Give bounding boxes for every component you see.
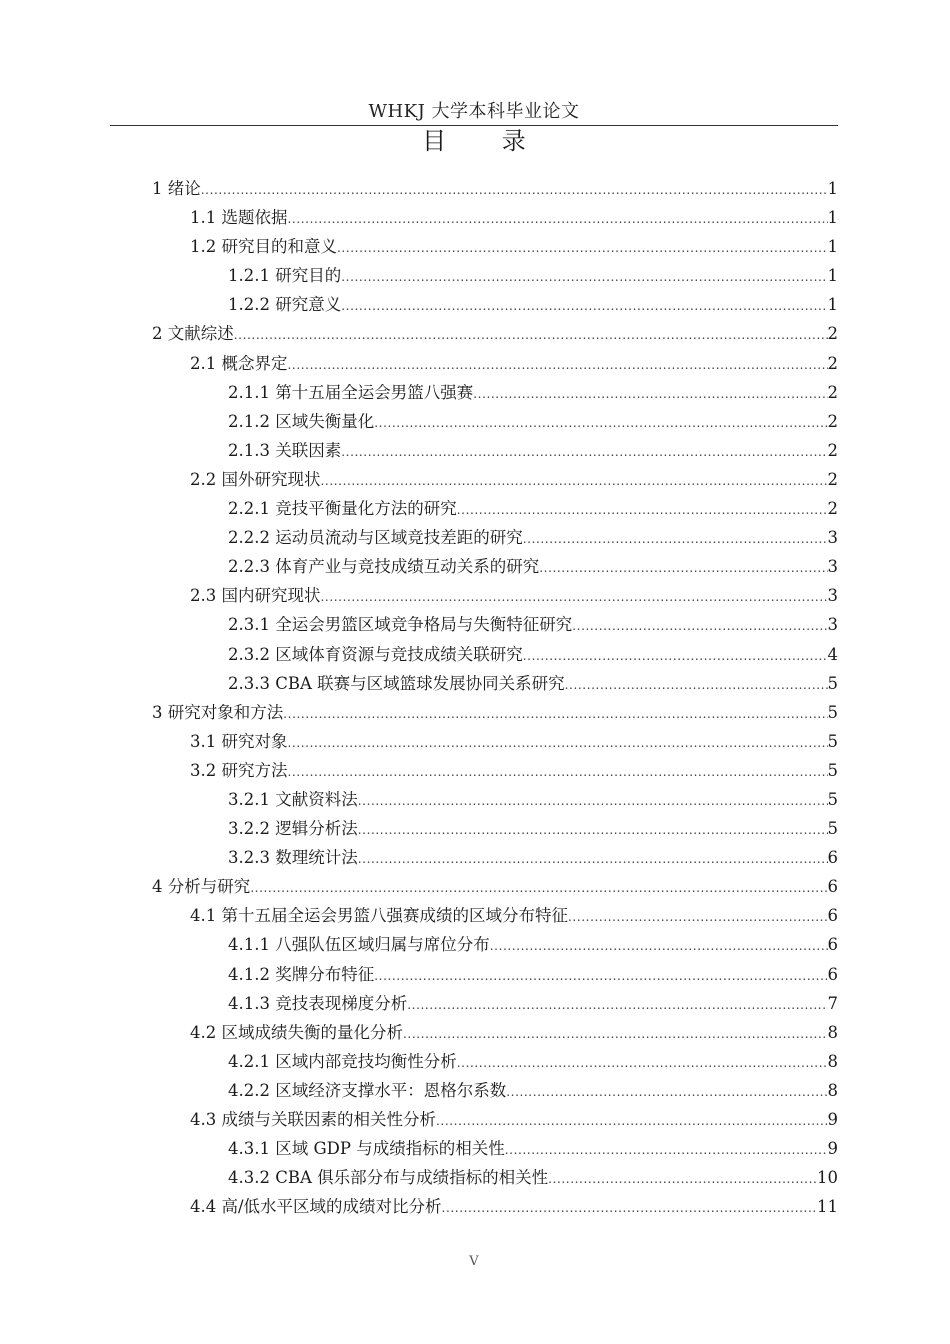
toc-entry[interactable] bbox=[152, 1105, 838, 1134]
toc-entry[interactable] bbox=[152, 1018, 838, 1047]
toc-entry-title: 3 研究对象和方法 bbox=[152, 702, 284, 722]
toc-entry-title: 3.2 研究方法 bbox=[190, 760, 288, 780]
toc-entry-page: 3 bbox=[827, 528, 838, 548]
toc-entry-page: 1 bbox=[827, 295, 838, 315]
toc-entry-title: 4.4 高/低水平区域的成绩对比分析 bbox=[190, 1197, 442, 1217]
toc-entry-page: 3 bbox=[827, 557, 838, 577]
toc-dot-leader bbox=[572, 610, 827, 639]
toc-entry-page: 6 bbox=[827, 964, 838, 984]
toc-dot-leader bbox=[407, 989, 827, 1018]
toc-entry[interactable] bbox=[152, 552, 838, 581]
toc-entry-page: 2 bbox=[827, 499, 838, 519]
table-of-contents bbox=[152, 174, 838, 1221]
toc-entry-title: 4.1.1 八强队伍区域归属与席位分布 bbox=[228, 935, 490, 955]
toc-entry[interactable] bbox=[152, 494, 838, 523]
toc-dot-leader bbox=[288, 203, 828, 232]
toc-entry-title: 2.3.1 全运会男篮区域竞争格局与失衡特征研究 bbox=[228, 615, 573, 635]
toc-dot-leader bbox=[457, 494, 828, 523]
toc-dot-leader bbox=[201, 174, 828, 203]
toc-dot-leader bbox=[358, 814, 828, 843]
toc-entry[interactable] bbox=[152, 669, 838, 698]
toc-entry-title: 2.2.3 体育产业与竞技成绩互动关系的研究 bbox=[228, 557, 540, 577]
toc-dot-leader bbox=[565, 669, 828, 698]
page-header: WHKJ 大学本科毕业论文 bbox=[368, 101, 580, 122]
toc-entry-page: 3 bbox=[827, 586, 838, 606]
toc-entry[interactable] bbox=[152, 1192, 838, 1221]
toc-entry[interactable] bbox=[152, 378, 838, 407]
toc-entry-page: 8 bbox=[827, 1080, 838, 1100]
toc-entry-page: 7 bbox=[827, 993, 838, 1013]
toc-entry[interactable] bbox=[152, 610, 838, 639]
toc-entry[interactable] bbox=[152, 407, 838, 436]
toc-entry-page: 2 bbox=[827, 382, 838, 402]
toc-title: 目 录 bbox=[422, 127, 550, 155]
toc-entry-title: 3.2.3 数理统计法 bbox=[228, 848, 358, 868]
toc-entry[interactable] bbox=[152, 581, 838, 610]
toc-entry[interactable] bbox=[152, 872, 838, 901]
toc-dot-leader bbox=[506, 1076, 827, 1105]
toc-entry-page: 1 bbox=[827, 179, 838, 198]
toc-entry-title: 2.2.2 运动员流动与区域竞技差距的研究 bbox=[228, 528, 523, 548]
toc-entry[interactable] bbox=[152, 174, 838, 203]
toc-entry-title: 1 绪论 bbox=[152, 179, 201, 198]
toc-entry-title: 4.3.2 CBA 俱乐部分布与成绩指标的相关性 bbox=[228, 1168, 549, 1188]
toc-dot-leader bbox=[505, 1134, 828, 1163]
toc-entry-title: 4.1 第十五届全运会男篮八强赛成绩的区域分布特征 bbox=[190, 906, 568, 926]
toc-entry-page: 4 bbox=[827, 644, 838, 664]
toc-entry-title: 2.3.2 区域体育资源与竞技成绩关联研究 bbox=[228, 644, 523, 664]
toc-entry-page: 2 bbox=[827, 411, 838, 431]
toc-dot-leader bbox=[321, 465, 828, 494]
toc-entry-title: 2.1.3 关联因素 bbox=[228, 440, 342, 460]
toc-dot-leader bbox=[288, 756, 828, 785]
toc-entry-page: 5 bbox=[827, 673, 838, 693]
toc-dot-leader bbox=[436, 1105, 828, 1134]
toc-entry-page: 8 bbox=[827, 1022, 838, 1042]
toc-entry-page: 6 bbox=[827, 848, 838, 868]
toc-entry[interactable] bbox=[152, 349, 838, 378]
toc-entry-page: 1 bbox=[827, 208, 838, 228]
toc-entry[interactable] bbox=[152, 1163, 838, 1192]
toc-entry-page: 5 bbox=[827, 760, 838, 780]
toc-dot-leader bbox=[548, 1163, 817, 1192]
toc-entry[interactable] bbox=[152, 698, 838, 727]
toc-dot-leader bbox=[341, 290, 827, 319]
toc-dot-leader bbox=[234, 319, 828, 348]
toc-entry-page: 9 bbox=[827, 1110, 838, 1129]
toc-entry-title: 2.1.2 区域失衡量化 bbox=[228, 411, 375, 431]
toc-entry[interactable] bbox=[152, 843, 838, 872]
toc-entry[interactable] bbox=[152, 1047, 838, 1076]
toc-entry-page: 5 bbox=[827, 702, 838, 722]
toc-entry-title: 1.2.1 研究目的 bbox=[228, 266, 342, 286]
toc-entry-page: 2 bbox=[827, 353, 838, 373]
toc-dot-leader bbox=[341, 261, 827, 290]
toc-entry-title: 3.1 研究对象 bbox=[190, 731, 288, 751]
toc-dot-leader bbox=[442, 1192, 817, 1221]
toc-dot-leader bbox=[374, 960, 827, 989]
toc-entry-title: 4.2.1 区域内部竞技均衡性分析 bbox=[228, 1051, 457, 1071]
toc-entry-page: 8 bbox=[827, 1051, 838, 1071]
toc-entry-title: 4.2.2 区域经济支撑水平：恩格尔系数 bbox=[228, 1080, 507, 1100]
toc-entry[interactable] bbox=[152, 814, 838, 843]
toc-entry[interactable] bbox=[152, 901, 838, 930]
toc-entry-title: 2.2 国外研究现状 bbox=[190, 469, 321, 489]
toc-entry[interactable] bbox=[152, 640, 838, 669]
toc-entry-title: 3.2.2 逻辑分析法 bbox=[228, 819, 358, 839]
toc-entry[interactable] bbox=[152, 1134, 838, 1163]
toc-entry-title: 1.2 研究目的和意义 bbox=[190, 237, 337, 257]
toc-entry-page: 10 bbox=[817, 1168, 838, 1188]
toc-entry-page: 6 bbox=[827, 877, 838, 897]
toc-dot-leader bbox=[250, 872, 827, 901]
toc-entry-title: 2.3 国内研究现状 bbox=[190, 586, 321, 606]
toc-entry-page: 5 bbox=[827, 731, 838, 751]
toc-entry[interactable] bbox=[152, 1076, 838, 1105]
toc-entry-title: 4.2 区域成绩失衡的量化分析 bbox=[190, 1022, 403, 1042]
toc-entry[interactable] bbox=[152, 290, 838, 319]
toc-entry-title: 1.1 选题依据 bbox=[190, 208, 288, 228]
toc-entry-title: 4.1.3 竞技表现梯度分析 bbox=[228, 993, 408, 1013]
toc-entry-page: 5 bbox=[827, 789, 838, 809]
toc-dot-leader bbox=[283, 698, 827, 727]
toc-dot-leader bbox=[358, 843, 828, 872]
toc-entry[interactable] bbox=[152, 989, 838, 1018]
toc-dot-leader bbox=[358, 785, 828, 814]
toc-dot-leader bbox=[457, 1047, 828, 1076]
toc-entry-page: 11 bbox=[817, 1197, 838, 1217]
toc-entry-page: 6 bbox=[827, 935, 838, 955]
toc-dot-leader bbox=[568, 901, 828, 930]
toc-entry[interactable] bbox=[152, 727, 838, 756]
toc-dot-leader bbox=[473, 378, 827, 407]
toc-entry[interactable] bbox=[152, 436, 838, 465]
toc-entry[interactable] bbox=[152, 319, 838, 348]
toc-entry-title: 2.3.3 CBA 联赛与区域篮球发展协同关系研究 bbox=[228, 673, 565, 693]
toc-dot-leader bbox=[403, 1018, 828, 1047]
toc-dot-leader bbox=[341, 436, 827, 465]
toc-entry[interactable] bbox=[152, 465, 838, 494]
toc-dot-leader bbox=[321, 581, 828, 610]
toc-entry[interactable] bbox=[152, 960, 838, 989]
toc-entry-title: 2.2.1 竞技平衡量化方法的研究 bbox=[228, 499, 457, 519]
toc-dot-leader bbox=[539, 552, 827, 581]
toc-entry[interactable] bbox=[152, 756, 838, 785]
toc-entry-page: 9 bbox=[827, 1139, 838, 1159]
toc-entry[interactable] bbox=[152, 785, 838, 814]
toc-dot-leader bbox=[337, 232, 828, 261]
toc-entry-title: 3.2.1 文献资料法 bbox=[228, 789, 358, 809]
toc-dot-leader bbox=[288, 727, 828, 756]
toc-dot-leader bbox=[490, 930, 828, 959]
toc-entry-page: 1 bbox=[827, 237, 838, 257]
toc-entry-page: 5 bbox=[827, 819, 838, 839]
toc-entry-title: 1.2.2 研究意义 bbox=[228, 295, 342, 315]
toc-entry[interactable] bbox=[152, 261, 838, 290]
toc-dot-leader bbox=[523, 640, 828, 669]
toc-entry-title: 2.1.1 第十五届全运会男篮八强赛 bbox=[228, 382, 474, 402]
toc-entry-title: 4 分析与研究 bbox=[152, 877, 251, 897]
toc-dot-leader bbox=[374, 407, 827, 436]
toc-entry-page: 6 bbox=[827, 906, 838, 926]
toc-entry-title: 2.1 概念界定 bbox=[190, 353, 288, 373]
toc-entry-page: 2 bbox=[827, 324, 838, 344]
toc-entry-page: 2 bbox=[827, 440, 838, 460]
toc-entry[interactable] bbox=[152, 232, 838, 261]
toc-dot-leader bbox=[288, 349, 828, 378]
toc-entry-title: 4.1.2 奖牌分布特征 bbox=[228, 964, 375, 984]
toc-entry-page: 1 bbox=[827, 266, 838, 286]
toc-entry-title: 2 文献综述 bbox=[152, 324, 234, 344]
toc-entry-page: 2 bbox=[827, 469, 838, 489]
toc-entry[interactable] bbox=[152, 930, 838, 959]
toc-entry[interactable] bbox=[152, 203, 838, 232]
toc-dot-leader bbox=[523, 523, 828, 552]
toc-entry-title: 4.3.1 区域 GDP 与成绩指标的相关性 bbox=[228, 1139, 505, 1159]
toc-entry-title: 4.3 成绩与关联因素的相关性分析 bbox=[190, 1110, 436, 1129]
toc-entry-page: 3 bbox=[827, 615, 838, 635]
toc-entry[interactable] bbox=[152, 523, 838, 552]
page-number: V bbox=[469, 1254, 479, 1269]
